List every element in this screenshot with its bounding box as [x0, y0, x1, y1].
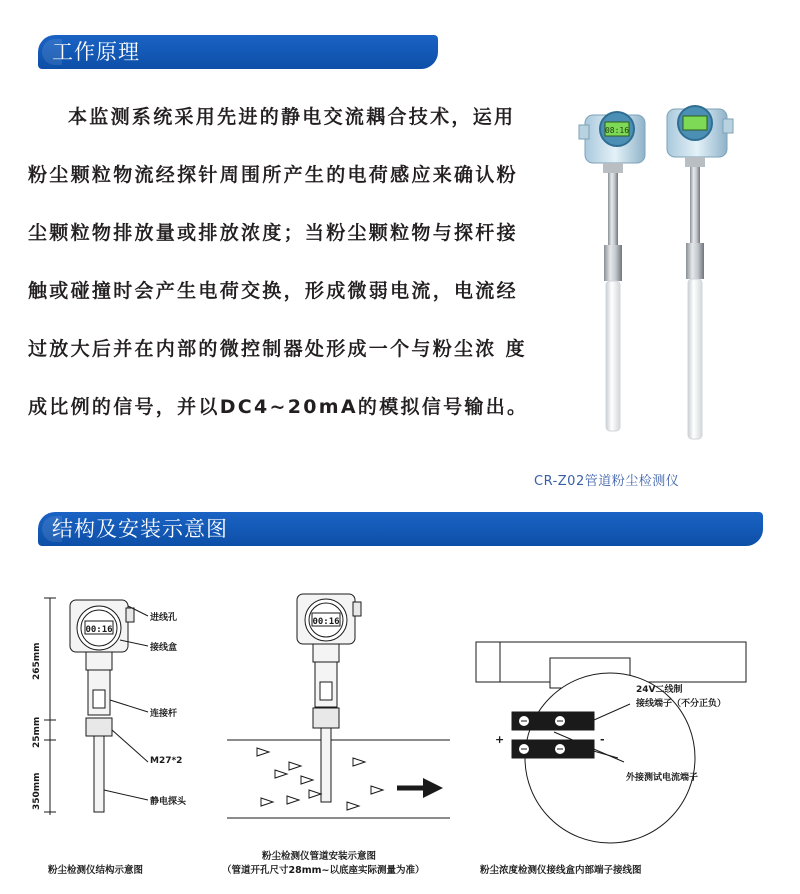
label-test-terminal: 外接测试电流端子	[626, 773, 699, 783]
minus-sign: -	[600, 733, 605, 746]
label-power-terminal-1: 24V二线制	[636, 685, 683, 695]
wiring-caption: 粉尘浓度检测仪接线盒内部端子接线图	[480, 865, 642, 876]
installation-diagram	[225, 590, 455, 830]
label-probe: 静电探头	[150, 797, 187, 807]
structure-caption: 粉尘检测仪结构示意图	[48, 865, 144, 876]
product-caption: CR-Z02管道粉尘检测仪	[534, 474, 680, 489]
paragraph-line: 触或碰撞时会产生电荷交换，形成微弱电流，电流经	[28, 280, 518, 302]
paragraph-line: 过放大后并在内部的微控制器处形成一个与粉尘浓 度	[28, 338, 527, 360]
label-thread: M27*2	[150, 756, 183, 766]
section-title-1: 工作原理	[52, 40, 140, 64]
label-inlet: 进线孔	[150, 613, 178, 623]
installation-display: 00:16	[312, 617, 340, 627]
structure-display: 00:16	[85, 625, 113, 635]
paragraph-line: 粉尘颗粒物流经探针周围所产生的电荷感应来确认粉	[28, 164, 518, 186]
dim-25: 25mm	[32, 716, 42, 748]
section-title-2: 结构及安装示意图	[52, 517, 228, 541]
paragraph-line: 成比例的信号，并以DC4~20mA的模拟信号输出。	[28, 396, 529, 418]
dim-350: 350mm	[32, 772, 42, 810]
label-rod: 连接杆	[150, 709, 178, 719]
paragraph-line: 本监测系统采用先进的静电交流耦合技术，运用	[68, 106, 516, 128]
display-readout: 08:16	[604, 126, 630, 135]
principle-paragraph	[28, 88, 563, 436]
product-photo	[575, 95, 755, 450]
detector-unit-2	[667, 106, 733, 439]
label-junction-box: 接线盒	[150, 643, 178, 653]
label-power-terminal-2: 接线端子（不分正负）	[636, 699, 727, 709]
installation-caption-2: （管道开孔尺寸28mm~以底座实际测量为准）	[222, 865, 425, 876]
installation-caption-1: 粉尘检测仪管道安装示意图	[262, 851, 377, 862]
paragraph-line: 尘颗粒物排放量或排放浓度；当粉尘颗粒物与探杆接	[28, 222, 518, 244]
wiring-diagram	[470, 630, 770, 850]
dim-265: 265mm	[32, 642, 42, 680]
plus-sign: +	[495, 733, 505, 746]
detector-unit-1	[579, 112, 645, 431]
